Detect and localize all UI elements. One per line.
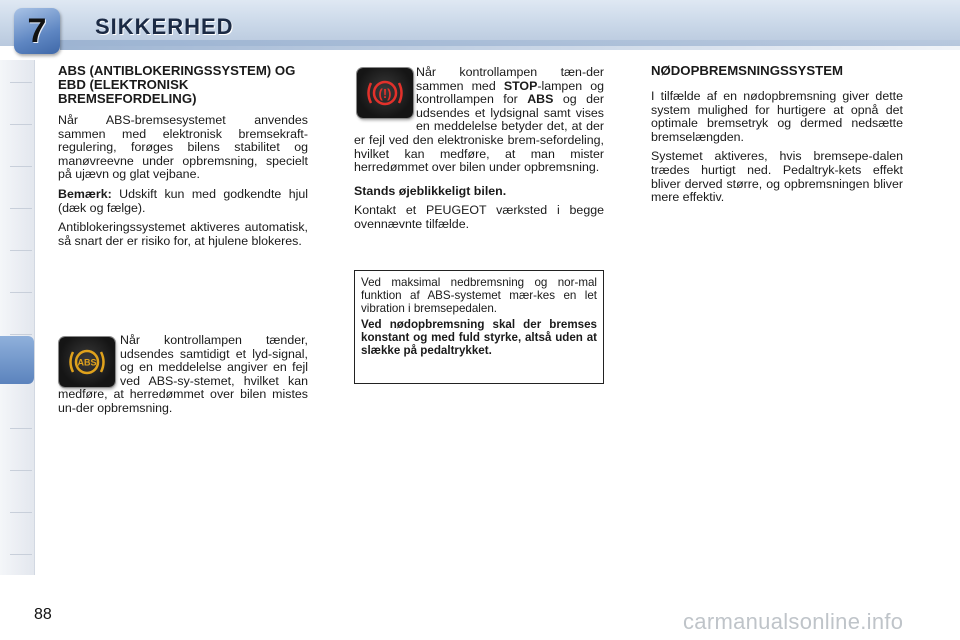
stop-instruction: Stands øjeblikkeligt bilen.: [354, 183, 507, 198]
ebd-paragraph: [354, 66, 604, 175]
watermark: carmanualsonline.info: [683, 609, 904, 634]
header-band-fade: [60, 40, 960, 50]
ebd-text-b: -lampen og kontrollampen for: [416, 78, 604, 107]
notice-bold-text: Ved nødopbremsning skal der bremses konstant og med fuld styrke, altså uden at slække på pedaltrykket.: [361, 318, 597, 357]
chapter-number: 7: [27, 11, 47, 50]
abs-lamp-label: ABS: [77, 357, 97, 368]
ebd-abs-word: ABS: [527, 92, 554, 107]
tab-divider: [10, 124, 32, 125]
abs-paragraph: Når ABS-bremsesystemet anvendes sammen med elektronisk bremsekraft-regulering, forøges bilens stabilitet og manøvreevne under opbremsning, specielt på ujævn og glat vejbane.: [58, 113, 308, 182]
tab-divider: [10, 292, 32, 293]
tab-divider: [10, 512, 32, 513]
contact-paragraph: Kontakt et PEUGEOT værksted i begge ovennævnte tilfælde.: [354, 203, 604, 231]
emergency-paragraph-2: Systemet aktiveres, hvis bremsepe-dalen trædes hurtigt ned. Pedaltryk-kets effekt bliver derved større, og opbremsningen bliver mere effektiv.: [651, 149, 903, 205]
tab-divider: [10, 428, 32, 429]
tab-divider: [10, 166, 32, 167]
chapter-title: SIKKERHED: [95, 14, 234, 39]
tab-divider: [10, 208, 32, 209]
ebd-stop-word: STOP: [503, 78, 538, 93]
abs-column: [58, 64, 308, 254]
notice-box: [354, 270, 604, 384]
abs-lamp-text: Når kontrollampen tænder, udsendes samtidigt et lyd-signal, og en meddelelse angiver en fejl ved ABS-sy-stemet, hvilket kan medføre, at herredømmet over bilen mistes un-der opbremsning.: [58, 333, 308, 415]
ebd-text-c: og der udsendes et lydsignal samt vises en meddelelse betyder det, at der er fejl ved den elektroniske brem-sefordeling, hvilket kan medføre, at man mister herredømmet over bilen under opbremsning.: [354, 92, 604, 175]
emergency-heading: NØDOPBREMSNINGSSYSTEM: [651, 63, 843, 78]
abs-lamp-paragraph: [58, 334, 308, 416]
emergency-brake-column: [651, 64, 903, 211]
tab-divider: [10, 250, 32, 251]
tab-divider: [10, 334, 32, 335]
tab-divider: [10, 554, 32, 555]
lamp-spacer: [58, 334, 120, 388]
lamp-spacer: [354, 66, 416, 122]
ebd-column: [354, 66, 604, 238]
abs-heading: ABS (ANTIBLOKERINGSSYSTEM) OG EBD (ELEKTRONISK BREMSEFORDELING): [58, 63, 296, 106]
chapter-tab-strip: [0, 60, 35, 575]
ebd-text-a: Når kontrollampen tæn-der sammen med: [416, 65, 604, 93]
activation-paragraph: Antiblokeringssystemet aktiveres automatisk, så snart der er risiko for, at hjulene blokeres.: [58, 220, 308, 248]
page-number: 88: [34, 606, 52, 623]
abs-lamp-block: [58, 334, 308, 416]
stop-lamp-glyph: (!): [378, 86, 392, 101]
chapter-badge: [14, 8, 60, 54]
tab-divider: [10, 470, 32, 471]
chapter-tab-active[interactable]: [0, 336, 34, 384]
remark-text: Udskift kun med godkendte hjul (dæk og fælge).: [58, 186, 308, 215]
notice-text: Ved maksimal nedbremsning og nor-mal funktion af ABS-systemet mær-kes en let vibration i bremsepedalen.: [361, 276, 597, 315]
remark-paragraph: [58, 188, 308, 215]
remark-label: Bemærk:: [58, 186, 112, 201]
tab-divider: [10, 82, 32, 83]
emergency-paragraph-1: I tilfælde af en nødopbremsning giver dette system mulighed for hurtigere at opnå det optimale bremsetryk og dermed nedsætte bremselængden.: [651, 89, 903, 144]
